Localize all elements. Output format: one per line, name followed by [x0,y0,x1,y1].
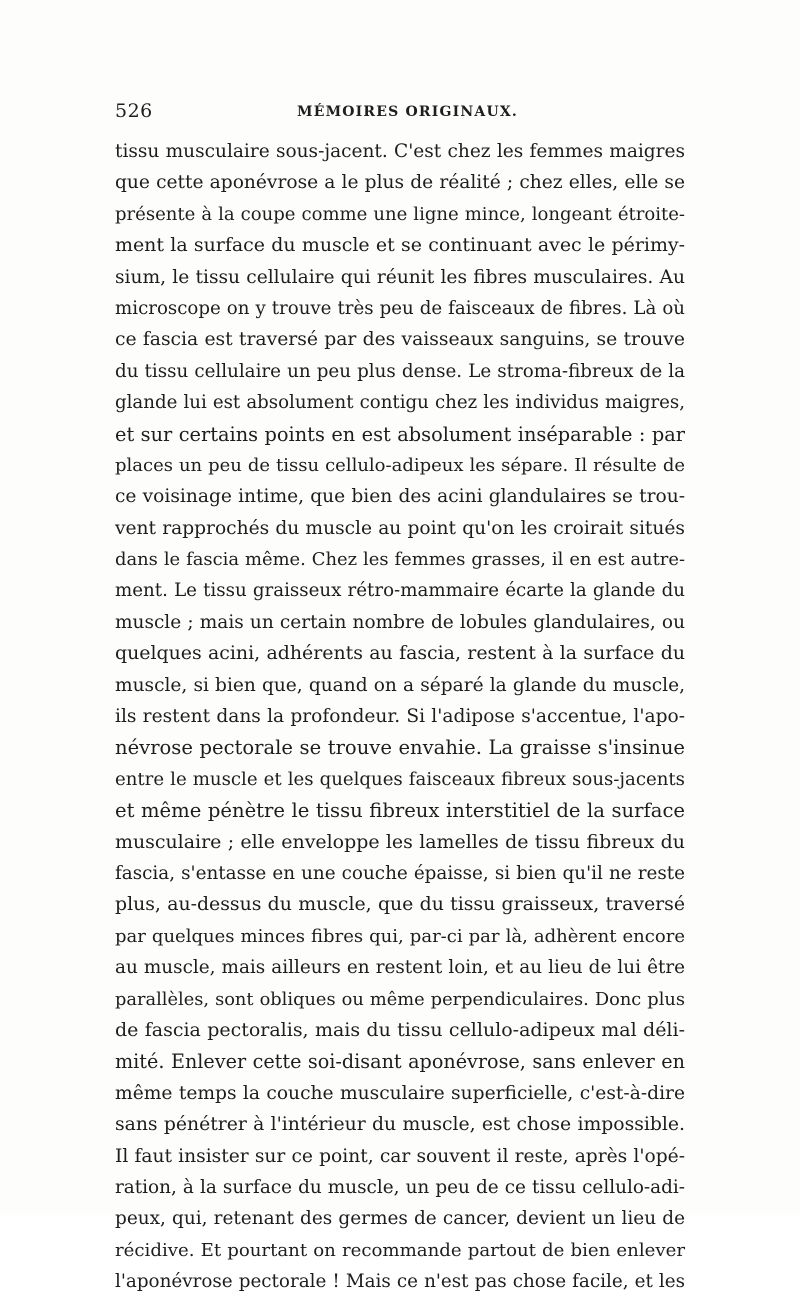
text-line: musculaire ; elle enveloppe les lamelles de tissu fibreux du [115,830,685,853]
text-line: entre le muscle et les quelques faisceaux fibreux sous-jacents [115,768,685,790]
running-head [115,100,685,126]
text-line: de fascia pectoralis, mais du tissu cellulo-adipeux mal déli- [115,1018,685,1041]
text-line: l'aponévrose pectorale ! Mais ce n'est pas chose facile, et les [115,1271,685,1293]
running-title: MÉMOIRES ORIGINAUX. [297,104,518,120]
page-number: 526 [115,100,153,122]
text-line: vent rapprochés du muscle au point qu'on les croirait situés [115,517,685,539]
text-line: muscle, si bien que, quand on a séparé la glande du muscle, [115,674,685,696]
text-line: dans le fascia même. Chez les femmes grasses, il en est autre- [115,549,685,571]
text-line: Il faut insister sur ce point, car souvent il reste, après l'opé- [115,1145,685,1167]
text-line: par quelques minces fibres qui, par-ci par là, adhèrent encore [115,925,685,947]
text-line: du tissu cellulaire un peu plus dense. Le stroma-fibreux de la [115,360,685,382]
text-line: ce fascia est traversé par des vaisseaux sanguins, se trouve [115,329,685,351]
text-line: et sur certains points en est absolument inséparable : par [115,422,685,446]
text-line: ils restent dans la profondeur. Si l'adipose s'accentue, l'apo- [115,706,685,728]
text-line: névrose pectorale se trouve envahie. La graisse s'insinue [115,736,685,760]
body-text [115,136,685,1297]
text-line: sans pénétrer à l'intérieur du muscle, est chose impossible. [115,1114,685,1136]
text-line: sium, le tissu cellulaire qui réunit les fibres musculaires. Au [115,266,685,288]
text-line: ment. Le tissu graisseux rétro-mammaire écarte la glande du [115,580,685,602]
text-line: muscle ; mais un certain nombre de lobules glandulaires, ou [115,611,685,633]
text-line: parallèles, sont obliques ou même perpendiculaires. Donc plus [115,988,685,1010]
text-line: fascia, s'entasse en une couche épaisse, si bien qu'il ne reste [115,862,685,884]
text-line: récidive. Et pourtant on recommande partout de bien enlever [115,1239,685,1261]
text-line: microscope on y trouve très peu de faisceaux de fibres. Là où [115,297,685,319]
text-line: ment la surface du muscle et se continuant avec le périmy- [115,234,685,257]
text-line: présente à la coupe comme une ligne mince, longeant étroite- [115,203,685,225]
text-line: même temps la couche musculaire superficielle, c'est-à-dire [115,1082,685,1104]
text-line: peux, qui, retenant des germes de cancer, devient un lieu de [115,1208,685,1230]
text-line: ce voisinage intime, que bien des acini glandulaires se trou- [115,486,685,508]
text-line: plus, au-dessus du muscle, que du tissu graisseux, traversé [115,893,685,916]
text-line: et même pénètre le tissu fibreux interstitiel de la surface [115,799,685,823]
text-line: au muscle, mais ailleurs en restent loin, et au lieu de lui être [115,957,685,979]
text-line: glande lui est absolument contigu chez les individus maigres, [115,392,685,414]
text-line: tissu musculaire sous-jacent. C'est chez les femmes maigres [115,141,685,162]
text-line: quelques acini, adhérents au fascia, restent à la surface du [115,642,685,665]
text-line: ration, à la surface du muscle, un peu de ce tissu cellulo-adi- [115,1176,685,1198]
text-line: que cette aponévrose a le plus de réalité ; chez elles, elle se [115,172,685,194]
text-line: mité. Enlever cette soi-disant aponévrose, sans enlever en [115,1050,685,1074]
text-line: places un peu de tissu cellulo-adipeux les sépare. Il résulte de [115,454,685,476]
